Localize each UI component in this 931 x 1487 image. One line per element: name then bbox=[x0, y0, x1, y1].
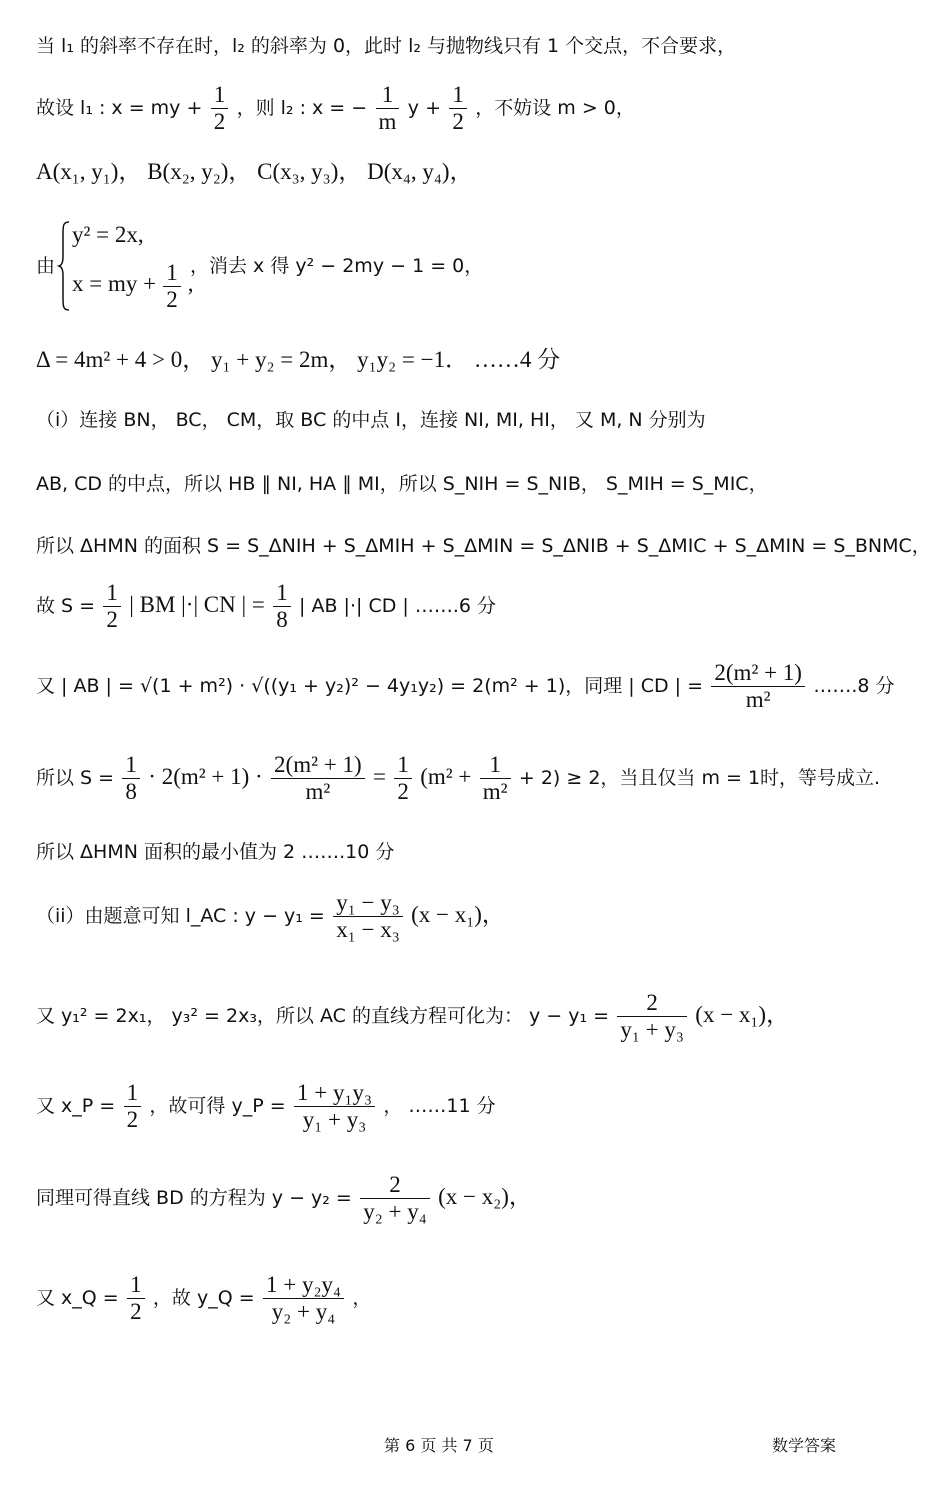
subject-label: 数学答案 bbox=[772, 1436, 837, 1455]
frac-den: 2 bbox=[213, 109, 226, 134]
fraction-half bbox=[127, 1272, 145, 1325]
fraction-one-over-m bbox=[376, 82, 400, 135]
fraction-one-eighth bbox=[122, 752, 140, 805]
line9-part-a: 故 S = bbox=[36, 595, 96, 617]
fraction-half bbox=[211, 82, 229, 135]
line14-part-b: (x − x₁)， bbox=[695, 1002, 790, 1027]
frac-den: m bbox=[378, 109, 397, 134]
line13-part-a: （ii）由题意可知 l_AC : y − y₁ = bbox=[36, 905, 325, 927]
frac-den: 2 bbox=[106, 607, 118, 632]
text-line-17 bbox=[36, 1272, 371, 1325]
frac-num: 1 bbox=[449, 82, 467, 109]
fraction-half bbox=[124, 1080, 142, 1133]
frac-den: 8 bbox=[125, 779, 137, 804]
fraction-half bbox=[394, 752, 412, 805]
line14-part-a: 又 y₁² = 2x₁， y₃² = 2x₃，所以 AC 的直线方程可化为： y − y₁ = bbox=[36, 1005, 610, 1027]
frac-num: 1 bbox=[127, 1272, 145, 1299]
frac-num: 1 bbox=[394, 752, 412, 779]
line11-part-e: + 2) ≥ 2，当且仅当 m = 1时，等号成立. bbox=[518, 767, 881, 789]
line11-part-d: (m² + bbox=[420, 764, 472, 789]
fraction-cd-length bbox=[271, 752, 365, 805]
line2-part-d: ，不妨设 m > 0， bbox=[475, 97, 635, 119]
fraction-two-over-y2-y4 bbox=[360, 1172, 430, 1225]
frac-den: 2 bbox=[397, 779, 409, 804]
eq2-lhs: x = my + bbox=[72, 271, 157, 296]
line2-part-b: ，则 l₂ : x = − bbox=[236, 97, 368, 119]
fraction-cd-length bbox=[711, 660, 805, 713]
text-line-6: （i）连接 BN， BC， CM，取 BC 的中点 I，连接 NI, MI, HI， 又 M, N 分别为 bbox=[36, 409, 706, 431]
fraction-y-q bbox=[263, 1272, 344, 1325]
frac-den: m² bbox=[482, 779, 508, 804]
fraction-one-over-m-squared bbox=[480, 752, 511, 805]
page-number: 第 6 页 共 7 页 bbox=[384, 1436, 494, 1455]
line13-part-b: (x − x₁)， bbox=[411, 902, 505, 927]
text-line-16 bbox=[36, 1172, 532, 1225]
line11-part-c: = bbox=[372, 764, 386, 789]
line10-part-b: …….8 分 bbox=[813, 675, 895, 697]
frac-num: 1 bbox=[103, 580, 121, 607]
line17-part-b: ，故 y_Q = bbox=[152, 1287, 255, 1309]
frac-den: y₂ + y₄ bbox=[363, 1199, 427, 1224]
text-line-5: Δ = 4m² + 4 > 0， y₁ + y₂ = 2m， y₁y₂ = −1． ……4 分 bbox=[36, 347, 561, 372]
text-line-2 bbox=[36, 82, 635, 135]
frac-den: y₂ + y₄ bbox=[271, 1299, 336, 1324]
fraction-one-eighth bbox=[273, 580, 291, 633]
line16-part-b: (x − x₂)， bbox=[438, 1184, 532, 1209]
line17-part-c: ， bbox=[352, 1287, 372, 1309]
text-line-14 bbox=[36, 990, 789, 1043]
text-line-7: AB, CD 的中点，所以 HB ∥ NI, HA ∥ MI，所以 S_NIH = S_NIB， S_MIH = S_MIC， bbox=[36, 473, 768, 495]
fraction-half bbox=[103, 580, 121, 633]
line16-part-a: 同理可得直线 BD 的方程为 y − y₂ = bbox=[36, 1187, 352, 1209]
frac-num: y₁ − y₃ bbox=[333, 890, 403, 917]
text-line-10 bbox=[36, 660, 895, 713]
line15-part-b: ，故可得 y_P = bbox=[149, 1095, 286, 1117]
frac-den: y₁ + y₃ bbox=[302, 1107, 367, 1132]
frac-num: 1 bbox=[163, 260, 181, 287]
system-brace bbox=[58, 220, 70, 312]
frac-num: 2 bbox=[617, 990, 687, 1017]
line4-suffix: ，消去 x 得 y² − 2my − 1 = 0， bbox=[190, 255, 484, 277]
system-eq-2 bbox=[72, 260, 194, 313]
frac-num: 1 + y₂y₄ bbox=[263, 1272, 344, 1299]
frac-num: 2 bbox=[360, 1172, 430, 1199]
text-line-13 bbox=[36, 890, 505, 943]
frac-den: x₁ − x₃ bbox=[336, 917, 400, 942]
line15-part-a: 又 x_P = bbox=[36, 1095, 116, 1117]
frac-num: 1 bbox=[273, 580, 291, 607]
frac-den: 2 bbox=[130, 1299, 142, 1324]
frac-den: m² bbox=[305, 779, 331, 804]
frac-num: 1 bbox=[122, 752, 140, 779]
frac-num: 1 bbox=[124, 1080, 142, 1107]
line17-part-a: 又 x_Q = bbox=[36, 1287, 119, 1309]
fraction-y-p bbox=[294, 1080, 375, 1133]
line4-prefix: 由 bbox=[36, 255, 56, 277]
text-line-8: 所以 ΔHMN 的面积 S = S_ΔNIH + S_ΔMIH + S_ΔMIN = S_ΔNIB + S_ΔMIC + S_ΔMIN = S_BNMC， bbox=[36, 535, 931, 557]
line15-part-c: ， ……11 分 bbox=[383, 1095, 496, 1117]
text-line-12: 所以 ΔHMN 面积的最小值为 2 …….10 分 bbox=[36, 841, 395, 863]
line9-part-c: | AB |·| CD | …….6 分 bbox=[299, 595, 496, 617]
fraction-slope-ac bbox=[333, 890, 403, 943]
text-line-3: A(x₁, y₁)， B(x₂, y₂)， C(x₃, y₃)， D(x₄, y₄)， bbox=[36, 159, 473, 184]
text-line-1: 当 l₁ 的斜率不存在时，l₂ 的斜率为 0，此时 l₂ 与抛物线只有 1 个交点，不合要求， bbox=[36, 35, 737, 57]
frac-num: 1 bbox=[211, 82, 229, 109]
frac-den: m² bbox=[745, 687, 771, 712]
frac-den: 2 bbox=[166, 287, 178, 312]
frac-num: 1 bbox=[376, 82, 400, 109]
line2-part-c: y + bbox=[407, 97, 442, 119]
eq2-end: , bbox=[187, 271, 194, 296]
fraction-two-over-y1-y3 bbox=[617, 990, 687, 1043]
text-line-11 bbox=[36, 752, 880, 805]
frac-den: 8 bbox=[276, 607, 288, 632]
line2-part-a: 故设 l₁ : x = my + bbox=[36, 97, 203, 119]
frac-num: 1 bbox=[480, 752, 511, 779]
system-eq-1: y² = 2x, bbox=[72, 222, 144, 247]
frac-den: 2 bbox=[452, 109, 464, 134]
line11-part-a: 所以 S = bbox=[36, 767, 115, 789]
text-line-9 bbox=[36, 580, 496, 633]
text-line-15 bbox=[36, 1080, 496, 1133]
fraction-half bbox=[449, 82, 467, 135]
frac-num: 2(m² + 1) bbox=[271, 752, 365, 779]
frac-num: 2(m² + 1) bbox=[711, 660, 805, 687]
frac-den: 2 bbox=[126, 1107, 139, 1132]
line10-part-a: 又 | AB | = √(1 + m²) · √((y₁ + y₂)² − 4y₁y₂) = 2(m² + 1)，同理 | CD | = bbox=[36, 675, 704, 697]
line11-part-b: · 2(m² + 1) · bbox=[148, 764, 263, 789]
line9-part-b: | BM |·| CN | = bbox=[129, 592, 265, 617]
fraction-half bbox=[163, 260, 181, 313]
frac-den: y₁ + y₃ bbox=[620, 1017, 684, 1042]
frac-num: 1 + y₁y₃ bbox=[294, 1080, 375, 1107]
